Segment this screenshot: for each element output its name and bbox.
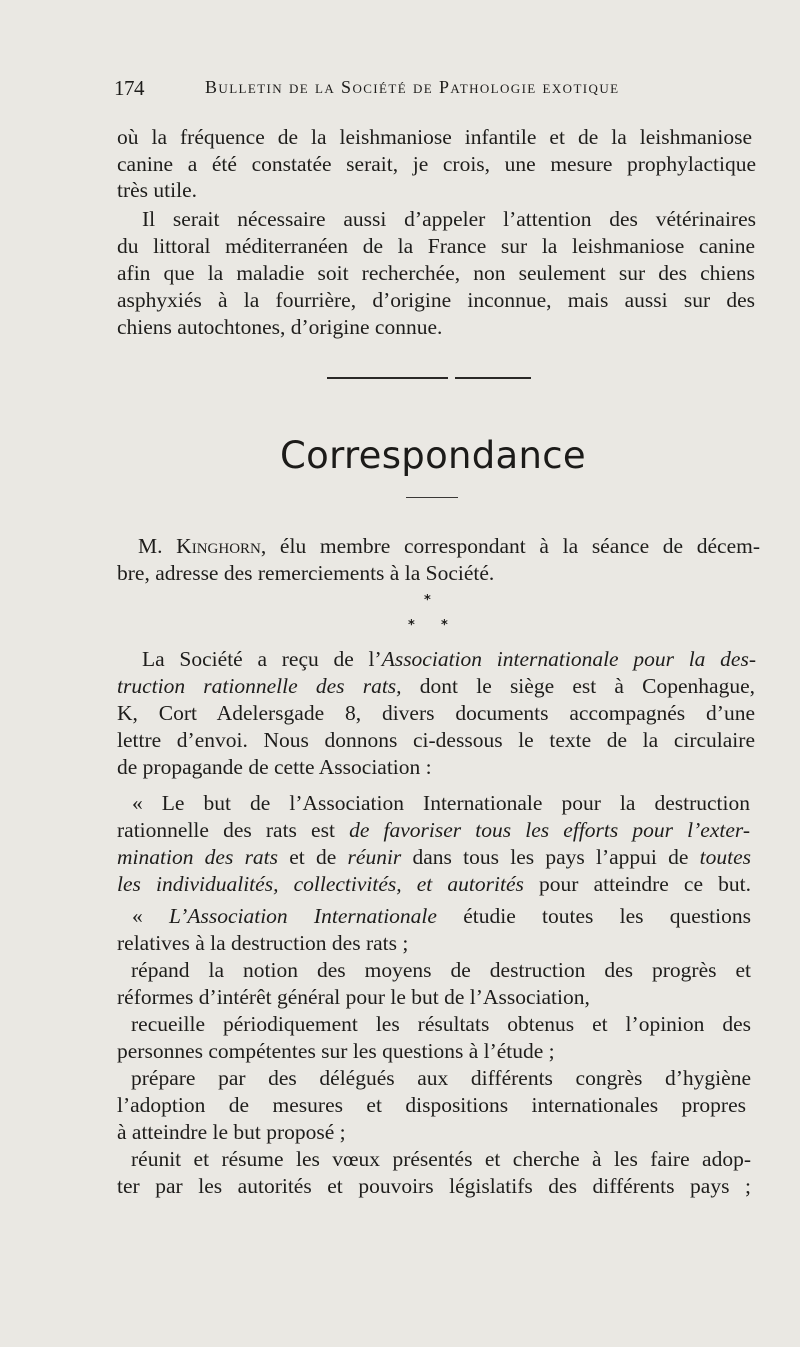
quote-2-open-mark: « bbox=[132, 904, 170, 928]
asterism-left-star: * bbox=[408, 618, 415, 633]
page-header bbox=[114, 76, 674, 104]
quote-1-line-3-italic-c: toutes bbox=[699, 845, 751, 869]
quote-2-line-1-text: étudie toutes les questions bbox=[436, 904, 751, 928]
association-line-4: lettre d’envoi. Nous donnons ci-dessous le texte de la circulaire bbox=[117, 728, 755, 752]
title-underline bbox=[406, 497, 458, 498]
kinghorn-line-2: bre, adresse des remerciements à la Société. bbox=[117, 561, 495, 585]
quote-2-line-6: personnes compétentes sur les questions à l’étude ; bbox=[117, 1039, 555, 1063]
quote-1-line-3 bbox=[117, 844, 751, 870]
kinghorn-line-1-text: élu membre correspondant à la séance de décem- bbox=[279, 534, 760, 558]
quote-2-line-11: ter par les autorités et pouvoirs législatifs des différents pays ; bbox=[117, 1174, 751, 1198]
quote-1-line-2-italic: de favoriser tous les efforts pour l’exter- bbox=[349, 818, 750, 842]
page-number: 174 bbox=[114, 76, 144, 100]
paragraph-1-line-3: très utile. bbox=[117, 178, 198, 202]
paragraph-2-line-5: chiens autochtones, d’origine connue. bbox=[117, 315, 443, 339]
association-line-2-text: dont le siège est à Copenhague, bbox=[419, 674, 756, 698]
association-line-1-text: La Société a reçu de l’ bbox=[142, 647, 382, 671]
member-name: Kinghorn, bbox=[176, 534, 267, 558]
running-title: Bulletin de la Société de Pathologie exotique bbox=[205, 77, 620, 97]
quote-1-line-1: « Le but de l’Association Internationale pour la destruction bbox=[132, 791, 750, 815]
paragraph-2-line-4: asphyxiés à la fourrière, d’origine inconnue, mais aussi sur des bbox=[117, 288, 755, 312]
paragraph-1-line-2: canine a été constatée serait, je crois, une mesure prophylactique bbox=[117, 152, 756, 176]
quote-2-line-3: répand la notion des moyens de destruction des progrès et bbox=[131, 958, 751, 982]
asterism-right-star: * bbox=[441, 618, 448, 633]
quote-1-line-4-italic: les individualités, collectivités, et autorités bbox=[117, 872, 524, 896]
paragraph-1-line-1: où la fréquence de la leishmaniose infantile et de la leishmaniose bbox=[117, 125, 752, 149]
quote-2-line-5: recueille périodiquement les résultats obtenus et l’opinion des bbox=[131, 1012, 751, 1036]
quote-2-line-4: réformes d’intérêt général pour le but de l’Association, bbox=[117, 985, 590, 1009]
quote-1-line-4 bbox=[117, 871, 751, 897]
quote-2-line-2: relatives à la destruction des rats ; bbox=[117, 931, 409, 955]
quote-2-line-1 bbox=[132, 903, 751, 929]
kinghorn-line-1 bbox=[138, 533, 760, 559]
title-prefix: M. bbox=[138, 534, 163, 558]
quote-2-line-9: à atteindre le but proposé ; bbox=[117, 1120, 346, 1144]
divider-rule-left bbox=[327, 377, 448, 379]
divider-rule-right bbox=[455, 377, 531, 379]
asterism-top-star: * bbox=[424, 593, 431, 608]
association-name-part-1: Association internationale pour la des- bbox=[381, 647, 757, 671]
paragraph-2-line-1: Il serait nécessaire aussi d’appeler l’attention des vétérinaires bbox=[142, 207, 756, 231]
quote-2-line-10: réunit et résume les vœux présentés et cherche à les faire adop- bbox=[131, 1147, 751, 1171]
quote-1-line-2-text: rationnelle des rats est bbox=[117, 818, 350, 842]
quote-1-line-3-italic-b: réunir bbox=[347, 845, 402, 869]
quote-1-line-3-text-a: et de bbox=[278, 845, 348, 869]
association-line-2 bbox=[117, 673, 755, 699]
association-line-1 bbox=[142, 646, 756, 672]
quote-1-line-4-text: pour atteindre ce but. bbox=[523, 872, 751, 896]
quote-2-line-8: l’adoption de mesures et dispositions internationales propres bbox=[117, 1093, 746, 1117]
quote-1-line-2 bbox=[117, 817, 750, 843]
quote-2-line-7: prépare par des délégués aux différents congrès d’hygiène bbox=[131, 1066, 751, 1090]
quote-1-line-3-text-b: dans tous les pays l’appui de bbox=[401, 845, 700, 869]
association-line-3: K, Cort Adelersgade 8, divers documents accompagnés d’une bbox=[117, 701, 755, 725]
paragraph-2-line-3: afin que la maladie soit recherchée, non seulement sur des chiens bbox=[117, 261, 755, 285]
quote-1-line-3-italic-a: mination des rats bbox=[117, 845, 279, 869]
association-name-part-2: truction rationnelle des rats, bbox=[117, 674, 402, 698]
association-line-5: de propagande de cette Association : bbox=[117, 755, 432, 779]
paragraph-2-line-2: du littoral méditerranéen de la France sur la leishmaniose canine bbox=[117, 234, 755, 258]
quote-2-association-name: L’Association Internationale bbox=[169, 904, 437, 928]
section-title: Correspondance bbox=[280, 434, 586, 477]
